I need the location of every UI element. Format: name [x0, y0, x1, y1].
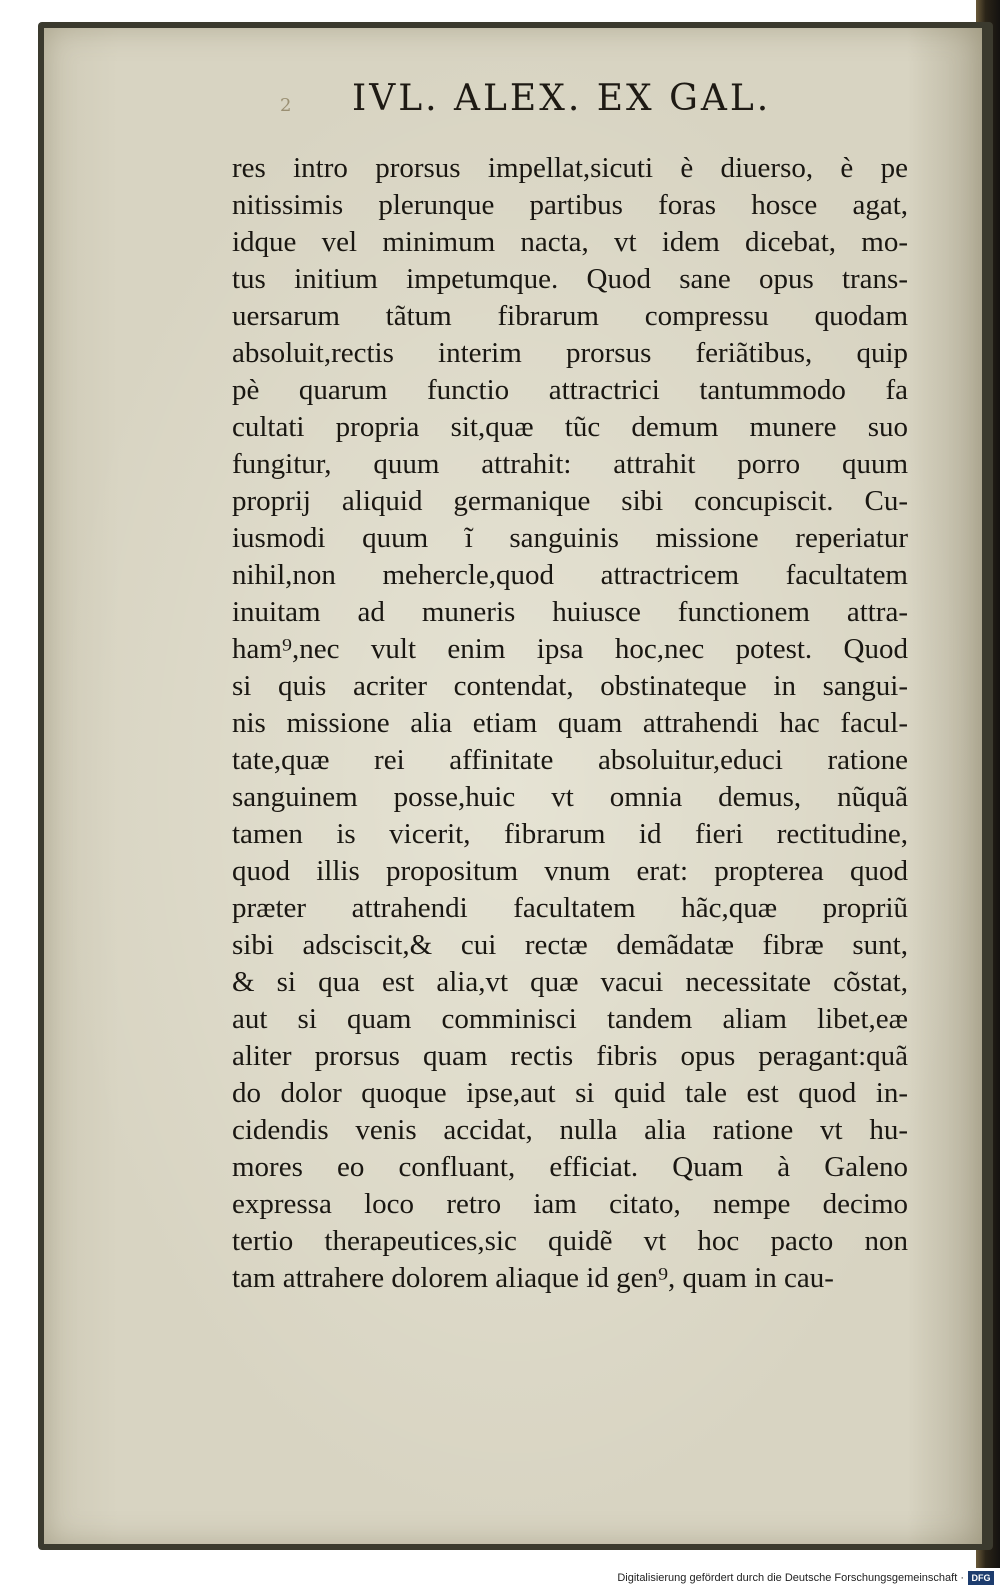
text-line: uersarum tãtum fibrarum compressu quodam	[232, 300, 908, 332]
text-line: & si qua est alia,vt quæ vacui necessitate cõstat,	[232, 966, 908, 998]
text-line: nihil,non mehercle,quod attractricem facultatem	[232, 559, 908, 591]
text-line: expressa loco retro iam citato, nempe decimo	[232, 1188, 908, 1220]
text-line: mores eo confluant, efficiat. Quam à Galeno	[232, 1151, 908, 1183]
text-line: aliter prorsus quam rectis fibris opus peragant:quã	[232, 1040, 908, 1072]
text-line: ham⁹,nec vult enim ipsa hoc,nec potest. Quod	[232, 633, 908, 665]
text-line: aut si quam comminisci tandem aliam libet,eæ	[232, 1003, 908, 1035]
text-line: proprij aliquid germanique sibi concupiscit. Cu-	[232, 485, 908, 517]
dfg-logo: DFG	[968, 1571, 994, 1585]
text-line: do dolor quoque ipse,aut si quid tale est quod in-	[232, 1077, 908, 1109]
text-line: quod illis propositum vnum erat: propterea quod	[232, 855, 908, 887]
text-line: tate,quæ rei affinitate absoluitur,educi ratione	[232, 744, 908, 776]
text-line: tamen is vicerit, fibrarum id fieri rectitudine,	[232, 818, 908, 850]
text-line: idque vel minimum nacta, vt idem dicebat, mo-	[232, 226, 908, 258]
text-line: præter attrahendi facultatem hãc,quæ propriũ	[232, 892, 908, 924]
text-line: tertio therapeutices,sic quidẽ vt hoc pacto non	[232, 1225, 908, 1257]
text-block	[232, 150, 908, 1297]
running-head: IVL. ALEX. EX GAL.	[352, 78, 772, 119]
text-line: nis missione alia etiam quam attrahendi hac facul-	[232, 707, 908, 739]
footer-credit: Digitalisierung gefördert durch die Deutsche Forschungsgemeinschaft ·	[617, 1572, 964, 1584]
text-line: fungitur, quum attrahit: attrahit porro quum	[232, 448, 908, 480]
text-line: pè quarum functio attractrici tantummodo fa	[232, 374, 908, 406]
text-line: inuitam ad muneris huiusce functionem attra-	[232, 596, 908, 628]
text-line: nitissimis plerunque partibus foras hosce agat,	[232, 189, 908, 221]
text-line: sibi adsciscit,& cui rectæ demãdatæ fibræ sunt,	[232, 929, 908, 961]
text-line: cidendis venis accidat, nulla alia ratione vt hu-	[232, 1114, 908, 1146]
text-line: res intro prorsus impellat,sicuti è diuerso, è pe	[232, 152, 908, 184]
text-line: tus initium impetumque. Quod sane opus trans-	[232, 263, 908, 295]
text-line: sanguinem posse,huic vt omnia demus, nũquã	[232, 781, 908, 813]
text-line: iusmodi quum ĩ sanguinis missione reperiatur	[232, 522, 908, 554]
text-line: absoluit,rectis interim prorsus feriãtibus, quip	[232, 337, 908, 369]
page-mark: 2	[280, 95, 292, 116]
text-line: tam attrahere dolorem aliaque id gen⁹, quam in cau-	[232, 1262, 834, 1294]
footer-bar	[0, 1568, 1000, 1590]
text-line: cultati propria sit,quæ tũc demum munere suo	[232, 411, 908, 443]
text-line: si quis acriter contendat, obstinateque in sangui-	[232, 670, 908, 702]
